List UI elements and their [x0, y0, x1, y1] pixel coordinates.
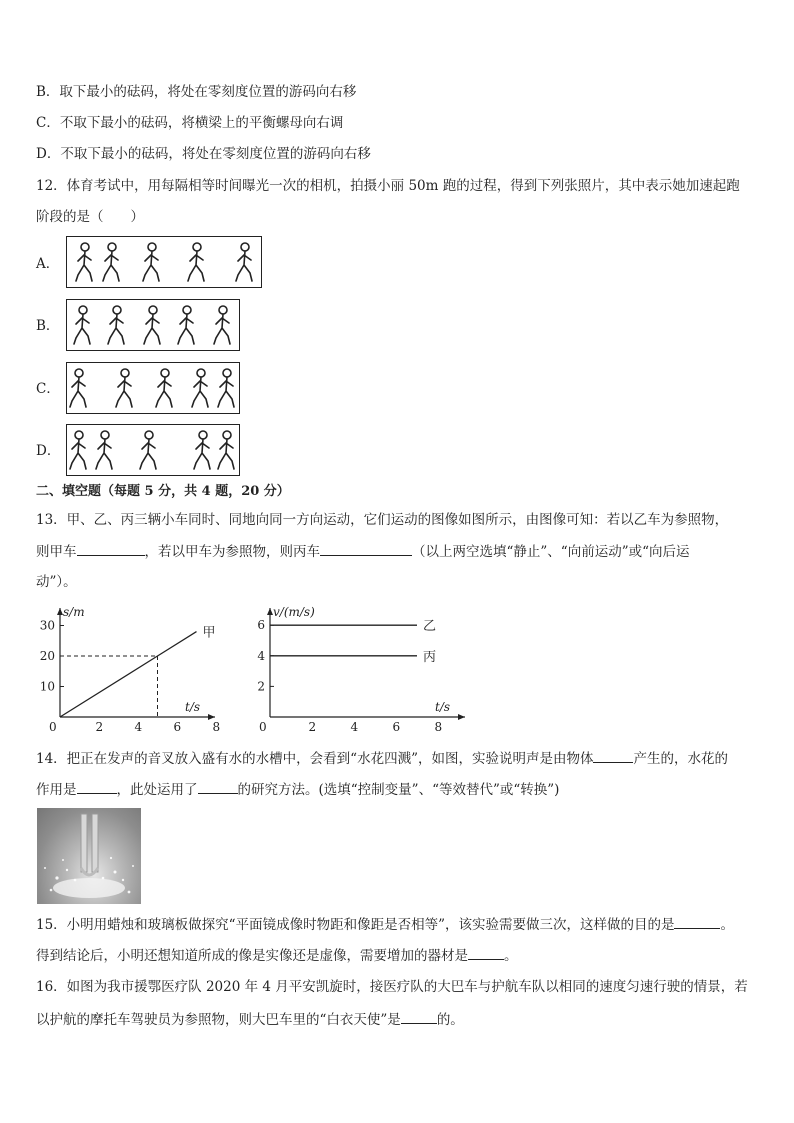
q14-text: ，此处运用了 — [116, 782, 198, 798]
series-line — [60, 632, 197, 717]
q15-blank-1[interactable] — [674, 914, 720, 929]
q16-stem-line1: 16．如图为我市援鄂医疗队 2020 年 4 月平安凯旋时，接医疗队的大巴车与护航车队以相同的速度匀速行驶的情景，若 — [36, 979, 748, 995]
runner-figure — [192, 369, 208, 407]
q14-text: 的研究方法。(选填“控制变量”、“等效替代”或“转换”) — [237, 782, 560, 798]
q14-blank-2[interactable] — [77, 779, 117, 794]
q14-stem-line2 — [36, 779, 559, 800]
x-axis-label: t/s — [185, 700, 201, 714]
q14-text: 作用是 — [36, 782, 77, 798]
section-fill-blank-title: 二、填空题（每题 5 分，共 4 题，20 分） — [36, 484, 290, 499]
q15-text: 。 — [504, 948, 518, 964]
runner-figure — [188, 243, 204, 281]
q15-blank-2[interactable] — [468, 945, 504, 960]
q16-text: 的。 — [436, 1012, 464, 1028]
runner-figure — [214, 306, 230, 344]
runner-figure — [70, 369, 86, 407]
runner-figure — [236, 243, 252, 281]
q12-label-d: D． — [36, 443, 61, 459]
q12-label-b: B． — [36, 318, 60, 334]
q13-text: （以上两空选填“静止”、“向前运动”或“向后运 — [412, 544, 690, 560]
q13-text: ，若以甲车为参照物，则丙车 — [144, 544, 320, 560]
q14-text: 产生的，水花的 — [633, 751, 728, 767]
q12-photo-c — [66, 362, 240, 414]
runner-figure — [76, 243, 92, 281]
q12-stem-line1: 12．体育考试中，用每隔相等时间曝光一次的相机，拍摄小丽 50m 跑的过程，得到下列张照片，其中表示她加速起跑 — [36, 178, 740, 194]
runner-figure — [144, 306, 160, 344]
runner-figure — [74, 306, 90, 344]
runner-figure — [218, 369, 234, 407]
runner-figure — [156, 369, 172, 407]
y-tick-label: 4 — [257, 648, 265, 663]
q12-photo-a — [66, 236, 262, 288]
x-tick-label: 6 — [392, 720, 401, 734]
y-tick-label: 6 — [257, 618, 265, 633]
runner-figure — [70, 431, 86, 469]
runner-figure — [194, 431, 210, 469]
q12-stem-line2: 阶段的是（ ） — [36, 209, 144, 225]
x-tick-label: 8 — [212, 720, 221, 734]
x-tick-label: 2 — [95, 720, 104, 734]
series-label: 乙 — [423, 619, 437, 635]
x-axis-label: t/s — [435, 700, 451, 714]
vt-graph — [240, 600, 470, 744]
q15-text: 。 — [720, 917, 734, 933]
q13-stem-line2 — [36, 541, 690, 562]
q15-stem-line2 — [36, 945, 518, 966]
q11-option-b: B．取下最小的砝码，将处在零刻度位置的游码向右移 — [36, 84, 357, 100]
st-graph-svg — [30, 600, 230, 740]
q14-blank-1[interactable] — [593, 748, 633, 763]
x-axis-arrow — [458, 714, 465, 720]
q13-stem-line1: 13．甲、乙、丙三辆小车同时、同地向同一方向运动，它们运动的图像如图所示，由图像可知：若以乙车为参照物， — [36, 512, 729, 528]
q16-text: 以护航的摩托车驾驶员为参照物，则大巴车里的“白衣天使”是 — [36, 1012, 401, 1028]
runner-figure — [96, 431, 112, 469]
x-tick-label: 4 — [134, 720, 143, 734]
q14-stem-line1 — [36, 748, 728, 769]
y-tick-label: 20 — [39, 649, 55, 663]
x-tick-label: 2 — [308, 720, 317, 734]
y-tick-label: 2 — [257, 679, 265, 694]
x-tick-label: 6 — [173, 720, 182, 734]
q12-label-c: C． — [36, 381, 60, 397]
y-tick-label: 30 — [39, 618, 55, 633]
x-tick-label: 0 — [49, 720, 57, 734]
vt-graph-svg — [240, 600, 470, 740]
runner-figure — [143, 243, 159, 281]
q13-text: 则甲车 — [36, 544, 77, 560]
q12-photo-b — [66, 299, 240, 351]
x-tick-label: 0 — [259, 720, 267, 734]
q15-text: 15．小明用蜡烛和玻璃板做探究“平面镜成像时物距和像距是否相等”，该实验需要做三次，这样做的目的是 — [36, 917, 675, 933]
runner-figure — [108, 306, 124, 344]
q15-stem-line1 — [36, 914, 734, 935]
q13-stem-line3: 动”）。 — [36, 574, 77, 590]
runner-figure — [218, 431, 234, 469]
q12-photo-d — [66, 424, 240, 476]
runner-figure — [116, 369, 132, 407]
runner-figure — [178, 306, 194, 344]
y-axis-label: v/(m/s) — [273, 605, 315, 619]
series-label: 丙 — [423, 649, 437, 665]
runner-figure — [140, 431, 156, 469]
tuning-fork-water-photo — [37, 808, 141, 904]
q16-stem-line2 — [36, 1009, 464, 1030]
tuning-fork-illustration — [37, 808, 141, 904]
st-graph — [30, 600, 230, 744]
y-axis-label: s/m — [63, 605, 85, 619]
q13-blank-1[interactable] — [77, 541, 145, 556]
q12-label-a: A． — [36, 256, 60, 272]
series-label: 甲 — [202, 625, 216, 641]
q16-blank-1[interactable] — [401, 1009, 437, 1024]
q11-option-d: D．不取下最小的砝码，将处在零刻度位置的游码向右移 — [36, 146, 371, 162]
x-tick-label: 4 — [350, 720, 359, 734]
q14-blank-3[interactable] — [198, 779, 238, 794]
q11-option-c: C．不取下最小的砝码，将横梁上的平衡螺母向右调 — [36, 115, 344, 131]
x-tick-label: 8 — [434, 720, 443, 734]
q15-text: 得到结论后，小明还想知道所成的像是实像还是虚像，需要增加的器材是 — [36, 948, 468, 964]
y-tick-label: 10 — [39, 679, 55, 694]
q14-text: 14．把正在发声的音叉放入盛有水的水槽中，会看到“水花四溅”，如图，实验说明声是由物体 — [36, 751, 594, 767]
runner-figure — [103, 243, 119, 281]
q13-blank-2[interactable] — [320, 541, 412, 556]
